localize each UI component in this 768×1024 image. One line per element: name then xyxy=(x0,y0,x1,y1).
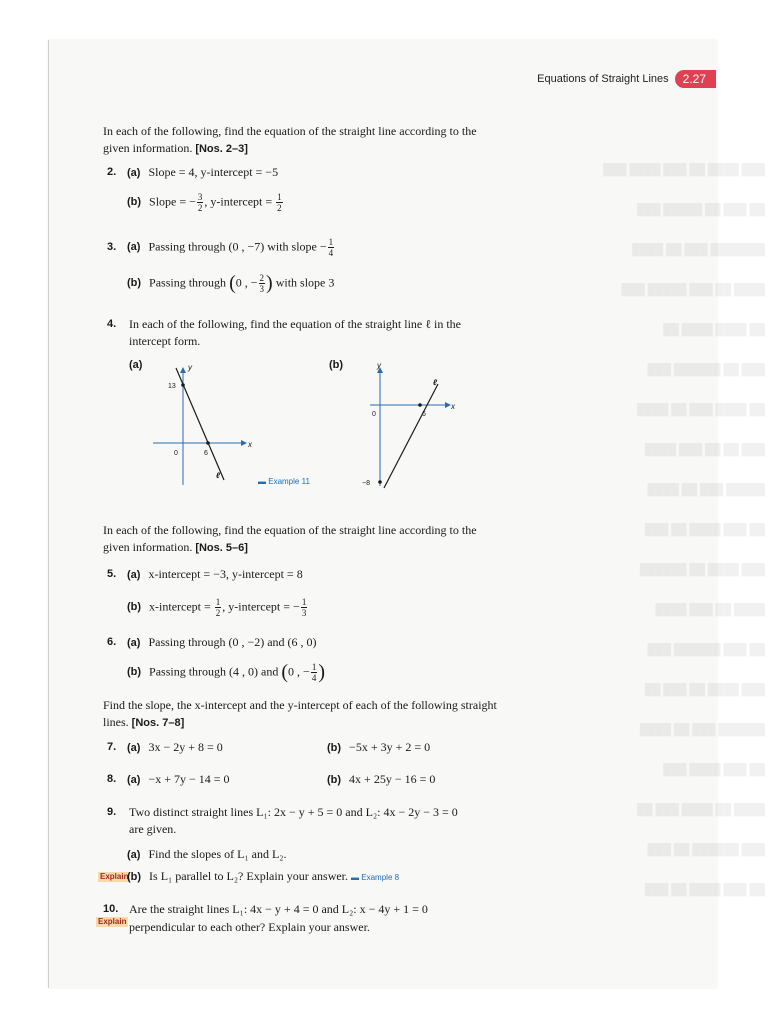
question-3-number: 3. xyxy=(107,241,117,253)
graph-4a-y-intercept-label: 13 xyxy=(168,383,176,390)
question-8-number: 8. xyxy=(107,773,117,785)
chapter-title: Equations of Straight Lines xyxy=(537,73,669,85)
question-9-text-line2: are given. xyxy=(129,822,177,836)
question-7b: (b) −5x + 3y + 2 = 0 xyxy=(327,740,431,754)
graph-4a-line-label: ℓ xyxy=(216,471,221,480)
question-10-number: 10. xyxy=(103,903,119,915)
question-4-text: In each of the following, find the equation of the straight line ℓ in the intercept form. xyxy=(129,317,461,348)
question-5a: (a) x-intercept = −3, y-intercept = 8 xyxy=(127,567,303,581)
textbook-page xyxy=(48,40,765,988)
graph-4a-x-intercept-point xyxy=(206,441,210,445)
graph-4b-y-label: y xyxy=(377,361,381,370)
question-9-text-line1: Two distinct straight lines L₁: 2x − y + 5 = 0 and L₂: 4x − 2y − 3 = 0 xyxy=(129,805,458,819)
question-9-number: 9. xyxy=(107,806,117,818)
question-3a: (a) Passing through (0 , −7) with slope − $\frac{1}{4}$ xyxy=(127,237,334,258)
question-5-number: 5. xyxy=(107,568,117,580)
graph-4b-x-intercept-label: 6 xyxy=(422,411,426,418)
question-6b: (b) Passing through (4 , 0) and (0 , − $\frac{1}{4}$ ) xyxy=(127,661,325,683)
graph-4b-line xyxy=(384,384,438,488)
graph-4a-x-label: x xyxy=(248,440,252,449)
graph-4a-y-label: y xyxy=(188,363,192,372)
instruction-nos-5-6: In each of the following, find the equation of the straight line according to the given information. [Nos. 5–6] xyxy=(103,523,477,554)
graph-4b-y-intercept-label: −8 xyxy=(362,480,370,487)
graph-4a-origin: 0 xyxy=(174,450,178,457)
graph-4a-x-intercept-label: 6 xyxy=(204,450,208,457)
explain-badge-10: Explain xyxy=(98,917,127,926)
question-3b: (b) Passing through (0 , − $\frac{2}{3}$ ) with slope 3 xyxy=(127,272,335,294)
question-6a: (a) Passing through (0 , −2) and (6 , 0) xyxy=(127,635,317,649)
bleed-through-text: ███ ████ ██ ███ ████ ███ ██ ███ ██ █████ ███ ███████ ███ ██ ████ ████ ██ ███ █████ ███ ██ ████ ████ ██ ███ ██ ██████ ███ ██ ████ ███ ██ ████ ███ ██ ██ ███ ████ █████ ███ ██ ████ ██ ███ ████ ██ ███ ███ ████ ██ ██████ ████ ██ ███ ████ ██ ███ ██████ ███ ███ ████ ██ ███ ██ ██████ ███ ██ ████ ██ ███ ████ ███ ████ ██ ████ ███ ██ ███ ██████ ██ ███ ██ ███ ████ ██ ███ xyxy=(603,164,765,896)
graph-4b xyxy=(358,360,458,490)
question-2b: (b) Slope = − $\frac{3}{2}$ , y-intercept = $\frac{1}{2}$ xyxy=(127,192,282,213)
instruction-nos-7-8: Find the slope, the x-intercept and the y-intercept of each of the following straight lines. [Nos. 7–8] xyxy=(103,698,497,729)
explain-badge-9b: Explain xyxy=(100,872,129,881)
example-11-tag[interactable]: ▬ Example 11 xyxy=(258,477,310,486)
question-2-number: 2. xyxy=(107,166,117,178)
graph-4b-x-label: x xyxy=(451,402,455,411)
question-8b: (b) 4x + 25y − 16 = 0 xyxy=(327,772,436,786)
question-2a: (a) Slope = 4, y-intercept = −5 xyxy=(127,165,279,179)
question-10-text-line2: perpendicular to each other? Explain your answer. xyxy=(129,920,370,934)
question-4b-label: (b) xyxy=(329,359,344,371)
graph-4a xyxy=(148,360,258,490)
graph-4b-origin: 0 xyxy=(372,411,376,418)
instruction-nos-2-3: In each of the following, find the equation of the straight line according to the given information. [Nos. 2–3] xyxy=(103,124,477,155)
page-header xyxy=(537,70,716,88)
graph-4a-y-intercept-point xyxy=(181,383,185,387)
question-8a: (a) −x + 7y − 14 = 0 xyxy=(127,772,230,786)
question-5b: (b) x-intercept = $\frac{1}{2}$ , y-intercept = − $\frac{1}{3}$ xyxy=(127,597,307,618)
graph-4b-x-intercept-point xyxy=(418,403,422,407)
question-6-number: 6. xyxy=(107,636,117,648)
question-4a-label: (a) xyxy=(129,359,143,371)
question-4-number: 4. xyxy=(107,318,117,330)
graph-4b-line-label: ℓ xyxy=(433,378,438,387)
question-9b: (b) Is L₁ parallel to L₂? Explain your answer. ▬ Example 8 xyxy=(127,869,400,883)
page-number: 2.27 xyxy=(675,70,716,88)
question-7-number: 7. xyxy=(107,741,117,753)
question-10-text-line1: Are the straight lines L₁: 4x − y + 4 = 0 and L₂: x − 4y + 1 = 0 xyxy=(129,902,428,916)
example-8-tag[interactable]: ▬ Example 8 xyxy=(351,873,400,882)
question-9a: (a) Find the slopes of L₁ and L₂. xyxy=(127,847,287,861)
question-7a: (a) 3x − 2y + 8 = 0 xyxy=(127,740,223,754)
graph-4b-y-intercept-point xyxy=(378,480,382,484)
